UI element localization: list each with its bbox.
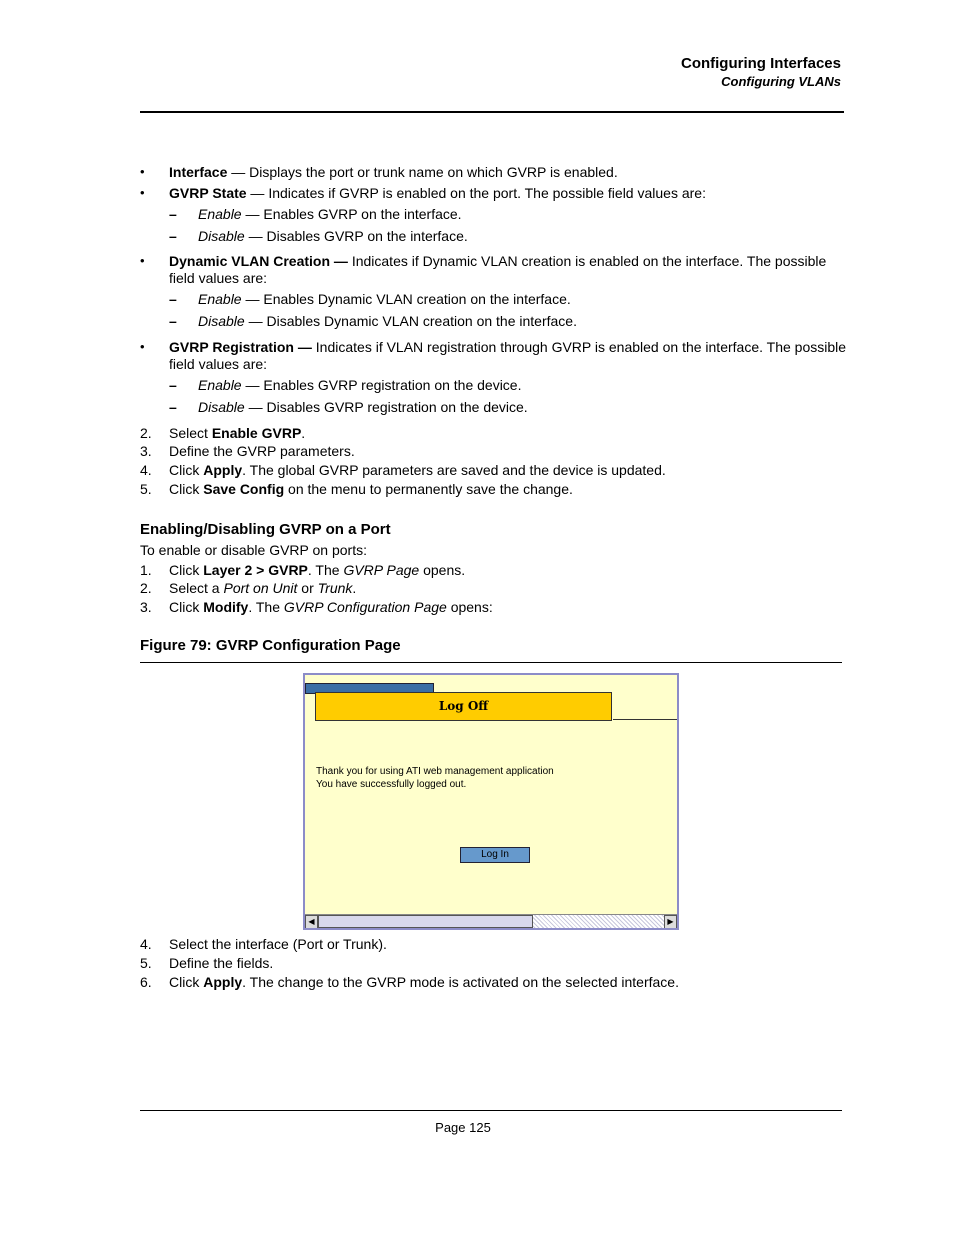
step-number: 2. (140, 580, 152, 596)
sub-item: Disable — Disables GVRP registration on the device. (198, 399, 528, 415)
horizontal-scrollbar[interactable] (305, 914, 677, 928)
bullet-gvrp-state: GVRP State — Indicates if GVRP is enabled on the port. The possible field values are: (169, 185, 706, 201)
log-in-button[interactable]: Log In (460, 847, 530, 863)
step-number: 1. (140, 562, 152, 578)
bullet-marker: • (140, 339, 145, 354)
step-text: Define the GVRP parameters. (169, 443, 355, 459)
bullet-continuation: field values are: (169, 356, 268, 372)
message-line: Thank you for using ATI web management application (316, 766, 554, 777)
header-rule (140, 111, 844, 113)
logout-message (316, 765, 554, 791)
step-text: Define the fields. (169, 955, 274, 971)
sub-item: Disable — Disables GVRP on the interface. (198, 228, 468, 244)
chapter-title: Configuring Interfaces (680, 55, 841, 72)
section-heading: Enabling/Disabling GVRP on a Port (140, 521, 391, 538)
dash-marker: – (169, 291, 177, 307)
step-text: Select a Port on Unit or Trunk. (169, 580, 357, 596)
dash-marker: – (169, 228, 177, 244)
step-number: 3. (140, 443, 152, 459)
step-text: Click Modify. The GVRP Configuration Page opens: (169, 599, 493, 615)
sub-item: Enable — Enables GVRP on the interface. (198, 206, 462, 222)
step-number: 2. (140, 425, 152, 441)
scroll-right-icon[interactable]: ▶ (664, 915, 677, 929)
bullet-marker: • (140, 185, 145, 200)
bullet-interface: Interface — Displays the port or trunk name on which GVRP is enabled. (169, 164, 618, 180)
figure-rule (140, 662, 842, 663)
dash-marker: – (169, 377, 177, 393)
step-number: 3. (140, 599, 152, 615)
step-number: 5. (140, 481, 152, 497)
step-number: 5. (140, 955, 152, 971)
dash-marker: – (169, 313, 177, 329)
footer-rule (140, 1110, 842, 1111)
scroll-left-icon[interactable]: ◀ (305, 915, 318, 929)
sub-item: Enable — Enables Dynamic VLAN creation on the interface. (198, 291, 571, 307)
step-text: Click Apply. The global GVRP parameters are saved and the device is updated. (169, 462, 666, 478)
step-text: Select Enable GVRP. (169, 425, 306, 441)
dash-marker: – (169, 399, 177, 415)
section-intro: To enable or disable GVRP on ports: (140, 542, 367, 558)
step-text: Click Layer 2 > GVRP. The GVRP Page opens. (169, 562, 466, 578)
bar-rule (613, 719, 677, 720)
bullet-gvrp-registration: GVRP Registration — Indicates if VLAN registration through GVRP is enabled on the interface. The possible (169, 339, 847, 355)
bullet-dynamic-vlan: Dynamic VLAN Creation — Indicates if Dynamic VLAN creation is enabled on the interface. The possible (169, 253, 827, 269)
step-text: Click Save Config on the menu to permanently save the change. (169, 481, 573, 497)
step-number: 4. (140, 462, 152, 478)
sub-item: Disable — Disables Dynamic VLAN creation on the interface. (198, 313, 577, 329)
bullet-marker: • (140, 253, 145, 268)
dash-marker: – (169, 206, 177, 222)
message-line: You have successfully logged out. (316, 779, 467, 790)
page-number: Page 125 (435, 1120, 491, 1135)
step-text: Select the interface (Port or Trunk). (169, 936, 387, 952)
sub-item: Enable — Enables GVRP registration on the device. (198, 377, 522, 393)
figure-caption: Figure 79: GVRP Configuration Page (140, 637, 401, 654)
step-number: 4. (140, 936, 152, 952)
step-text: Click Apply. The change to the GVRP mode is activated on the selected interface. (169, 974, 679, 990)
log-off-bar: Log Off (315, 692, 612, 721)
bullet-marker: • (140, 164, 145, 179)
bullet-continuation: field values are: (169, 270, 268, 286)
section-title: Configuring VLANs (721, 74, 841, 89)
scroll-thumb[interactable] (318, 915, 533, 928)
step-number: 6. (140, 974, 152, 990)
figure-screenshot (303, 673, 679, 930)
